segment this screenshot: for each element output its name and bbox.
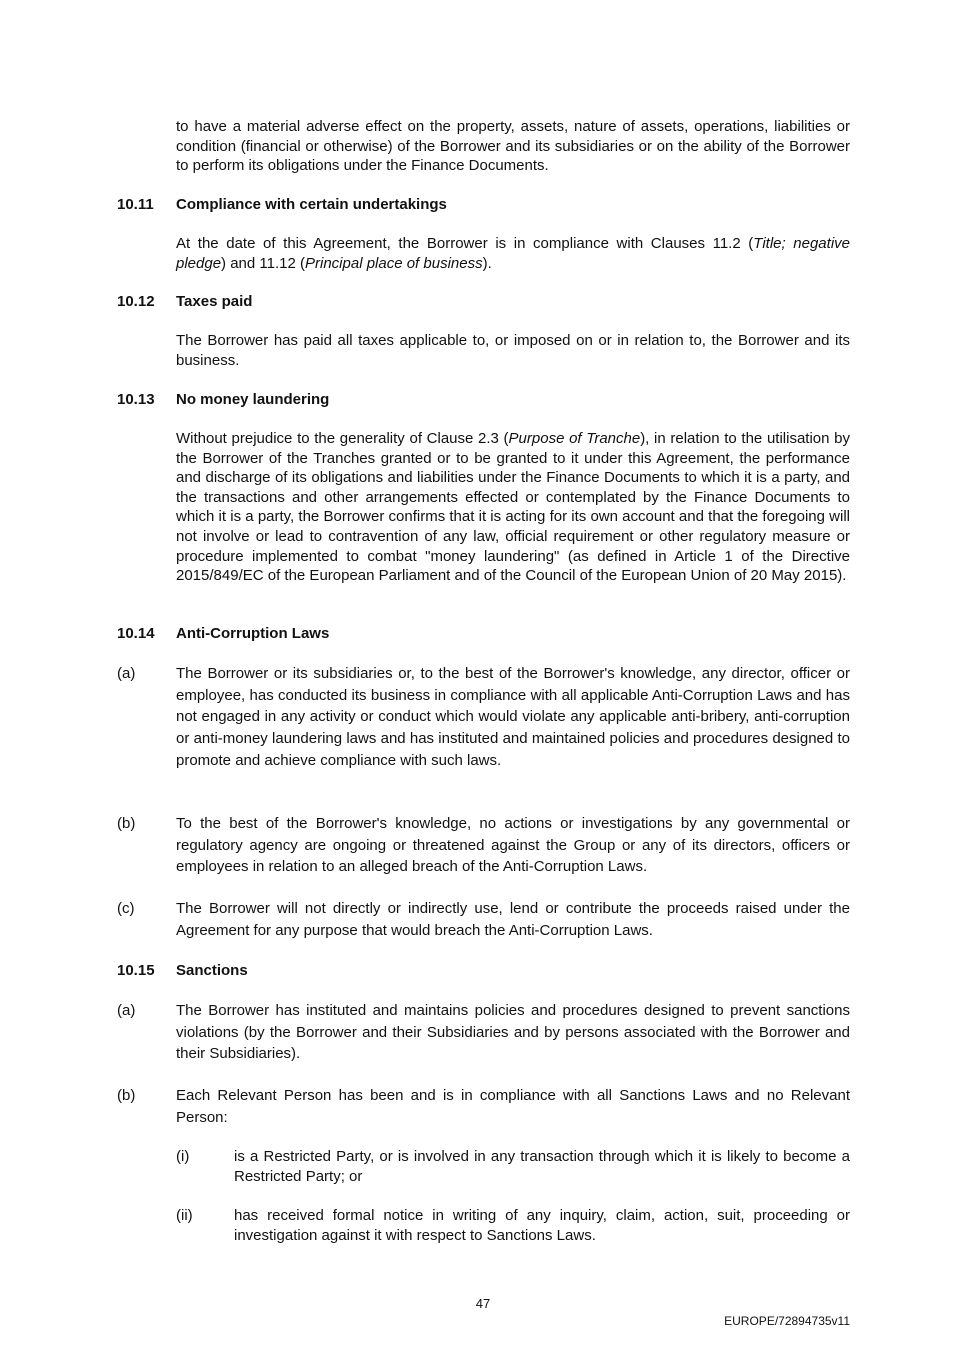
section-title: Sanctions	[176, 962, 248, 979]
list-item-text: The Borrower or its subsidiaries or, to the best of the Borrower's knowledge, any director, officer or employee, has conducted its business in compliance with all applicable Anti-Corruption Laws and has not engaged in any activity or conduct which would violate any applicable anti-bribery, anti-corruption or anti-money laundering laws and has instituted and maintained policies and procedures designed to promote and achieve compliance with such laws.	[176, 665, 850, 769]
sublist-label: (ii)	[176, 1207, 193, 1224]
section-10-11-paragraph	[176, 234, 850, 273]
section-title: Compliance with certain undertakings	[176, 196, 447, 213]
list-item-text: To the best of the Borrower's knowledge, no actions or investigations by any governmental or regulatory agency are ongoing or threatened against the Group or any of its directors, officers or employees in relation to an alleged breach of the Anti-Corruption Laws.	[176, 815, 850, 876]
list-label: (b)	[117, 815, 136, 832]
section-title: No money laundering	[176, 391, 330, 408]
section-heading-10-15	[117, 961, 248, 981]
list-label: (a)	[117, 665, 136, 682]
italic-clause-title: Principal place of business	[305, 254, 483, 272]
document-reference: EUROPE/72894735v11	[724, 1314, 850, 1328]
text-run: ) and 11.12 (	[221, 254, 305, 272]
section-10-13-paragraph	[176, 429, 850, 586]
section-number: 10.12	[117, 293, 155, 310]
section-title: Anti-Corruption Laws	[176, 625, 330, 642]
list-label: (a)	[117, 1002, 136, 1019]
section-number: 10.11	[117, 196, 154, 213]
list-item-text: Each Relevant Person has been and is in compliance with all Sanctions Laws and no Relevant Person:	[176, 1087, 850, 1126]
section-heading-10-11	[117, 195, 447, 215]
section-number: 10.13	[117, 391, 155, 408]
text-run: At the date of this Agreement, the Borrower is in compliance with Clauses 11.2 (	[176, 235, 754, 252]
section-number: 10.14	[117, 625, 155, 642]
italic-clause-title: Title; negative pledge	[176, 235, 850, 272]
text-run: ).	[482, 254, 492, 272]
section-title: Taxes paid	[176, 293, 253, 310]
list-label: (c)	[117, 900, 135, 917]
sublist-item-text: is a Restricted Party, or is involved in any transaction through which it is likely to become a Restricted Party; or	[234, 1148, 850, 1185]
section-heading-10-14	[117, 624, 329, 644]
text-run: ), in relation to the utilisation by the Borrower of the Tranches granted or to be granted to it under this Agreement, the performance and discharge of its obligations and liabilities under the Finance Documents to which it is a party, and the transactions and other arrangements effected or contemplated by the Finance Documents to which it is a party, the Borrower confirms that it is acting for its own account and that the foregoing will not involve or lead to contravention of any law, official requirement or other regulatory measure or procedure implemented to combat "money laundering" (as defined in Article 1 of the Directive 2015/849/EC of the European Parliament and of the Council of the European Union of 20 May 2015).	[176, 430, 850, 585]
text-run: Without prejudice to the generality of Clause 2.3 (	[176, 430, 509, 447]
section-number: 10.15	[117, 962, 155, 979]
section-heading-10-13	[117, 390, 329, 410]
section-heading-10-12	[117, 292, 252, 312]
list-item-text: The Borrower has instituted and maintains policies and procedures designed to prevent sanctions violations (by the Borrower and their Subsidiaries and by persons associated with the Borrower and their Subsidiaries).	[176, 1002, 850, 1063]
italic-clause-title: Purpose of Tranche	[508, 430, 641, 447]
sublist-item-text: has received formal notice in writing of any inquiry, claim, action, suit, proceeding or investigation against it with respect to Sanctions Laws.	[234, 1207, 850, 1244]
list-label: (b)	[117, 1087, 136, 1104]
list-item-text: The Borrower will not directly or indirectly use, lend or contribute the proceeds raised under the Agreement for any purpose that would breach the Anti-Corruption Laws.	[176, 900, 850, 939]
page-number: 47	[475, 1296, 491, 1311]
sublist-label: (i)	[176, 1148, 190, 1165]
intro-paragraph: to have a material adverse effect on the property, assets, nature of assets, operations, liabilities or condition (financial or otherwise) of the Borrower and its subsidiaries or on the ability of the Borrower to perform its obligations under the Finance Documents.	[176, 118, 850, 175]
section-10-12-paragraph: The Borrower has paid all taxes applicable to, or imposed on or in relation to, the Borrower and its business.	[176, 332, 850, 369]
